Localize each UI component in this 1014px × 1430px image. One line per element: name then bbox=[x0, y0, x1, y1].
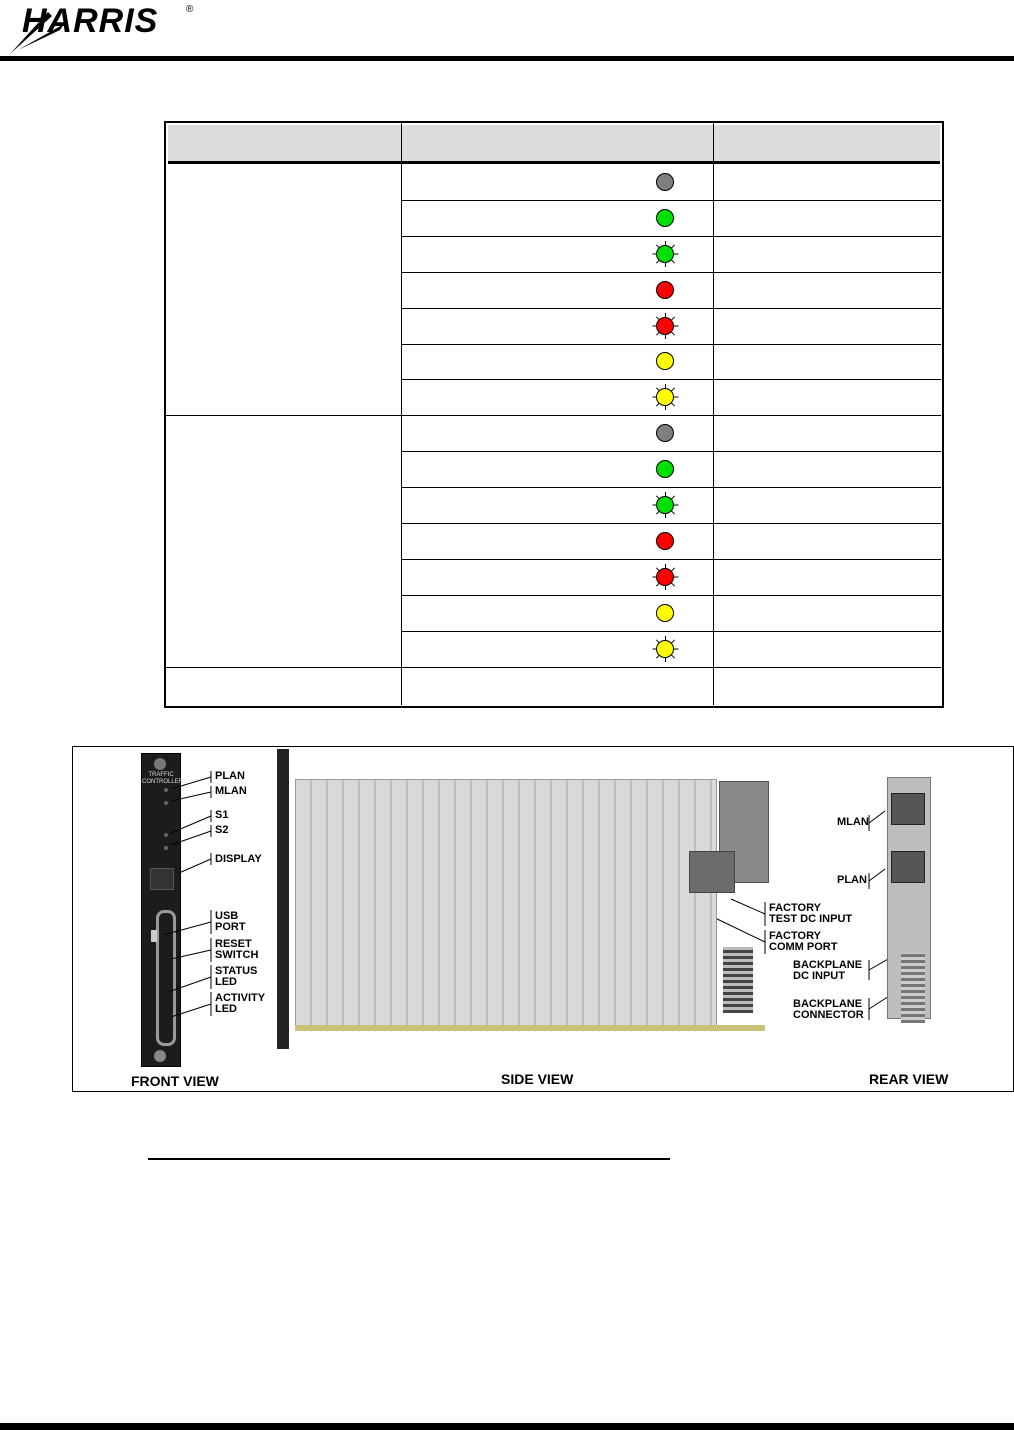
table-row-divider bbox=[401, 487, 941, 488]
harris-logo bbox=[8, 2, 198, 54]
callout-backplane-dc-input: BACKPLANE DC INPUT bbox=[793, 959, 863, 982]
table-row-divider bbox=[401, 451, 941, 452]
callout-rear-plan: PLAN bbox=[837, 874, 867, 886]
callout-usb-port: USB PORT bbox=[215, 910, 246, 933]
table-row-divider bbox=[165, 667, 941, 668]
controller-figure bbox=[72, 746, 1014, 1092]
table-row-divider bbox=[165, 415, 941, 416]
callout-plan: PLAN bbox=[215, 770, 245, 782]
blinking-red-led-icon bbox=[656, 317, 674, 335]
green-led-icon bbox=[656, 209, 674, 227]
footer-rule bbox=[0, 1423, 1014, 1430]
table-row-divider bbox=[401, 379, 941, 380]
yellow-led-icon bbox=[656, 604, 674, 622]
callout-mlan: MLAN bbox=[215, 785, 247, 797]
callout-status-led: STATUS LED bbox=[215, 965, 258, 988]
label-side-view: SIDE VIEW bbox=[501, 1071, 574, 1087]
table-column-divider bbox=[713, 122, 714, 705]
side-pcb-edge bbox=[295, 1025, 765, 1031]
side-backplane-connector bbox=[723, 947, 753, 1013]
blinking-red-led-icon bbox=[656, 568, 674, 586]
blinking-green-led-icon bbox=[656, 245, 674, 263]
label-rear-view: REAR VIEW bbox=[869, 1071, 949, 1087]
callout-factory-comm-port: FACTORY COMM PORT bbox=[769, 930, 838, 953]
front-panel-label: TRAFFIC CONTROLLER bbox=[142, 772, 184, 785]
header-rule bbox=[0, 56, 1014, 61]
table-row-divider bbox=[401, 236, 941, 237]
side-ethernet-jacks bbox=[689, 851, 735, 893]
rear-backplane-connector bbox=[901, 953, 925, 1023]
callout-display: DISPLAY bbox=[215, 853, 262, 865]
logo-registered-mark: ® bbox=[186, 4, 194, 15]
rear-jack-plan bbox=[891, 851, 925, 883]
side-heatsink bbox=[295, 779, 717, 1029]
logo-text: HARRIS bbox=[22, 2, 159, 40]
yellow-led-icon bbox=[656, 352, 674, 370]
label-front-view: FRONT VIEW bbox=[131, 1073, 219, 1089]
side-faceplate bbox=[277, 749, 289, 1049]
blinking-green-led-icon bbox=[656, 496, 674, 514]
red-led-icon bbox=[656, 532, 674, 550]
callout-factory-test-dc: FACTORY TEST DC INPUT bbox=[769, 902, 853, 925]
table-row-divider bbox=[401, 595, 941, 596]
table-row-divider bbox=[401, 559, 941, 560]
rear-jack-mlan bbox=[891, 793, 925, 825]
callout-reset-switch: RESET SWITCH bbox=[215, 938, 259, 961]
table-row-divider bbox=[401, 523, 941, 524]
table-row-divider bbox=[401, 272, 941, 273]
red-led-icon bbox=[656, 281, 674, 299]
blinking-yellow-led-icon bbox=[656, 640, 674, 658]
table-row-divider bbox=[401, 308, 941, 309]
led-status-table bbox=[164, 121, 944, 708]
table-header-row bbox=[168, 125, 940, 164]
callout-backplane-connector: BACKPLANE CONNECTOR bbox=[793, 998, 864, 1021]
off-led-icon bbox=[656, 173, 674, 191]
off-led-icon bbox=[656, 424, 674, 442]
callout-s1: S1 bbox=[215, 809, 229, 821]
callout-s2: S2 bbox=[215, 824, 229, 836]
callout-activity-led: ACTIVITY LED bbox=[215, 992, 266, 1015]
table-row-divider bbox=[401, 631, 941, 632]
callout-rear-mlan: MLAN bbox=[837, 816, 869, 828]
table-row-divider bbox=[401, 200, 941, 201]
caption-underline bbox=[148, 1158, 670, 1160]
table-column-divider bbox=[401, 122, 402, 705]
green-led-icon bbox=[656, 460, 674, 478]
table-row-divider bbox=[401, 344, 941, 345]
